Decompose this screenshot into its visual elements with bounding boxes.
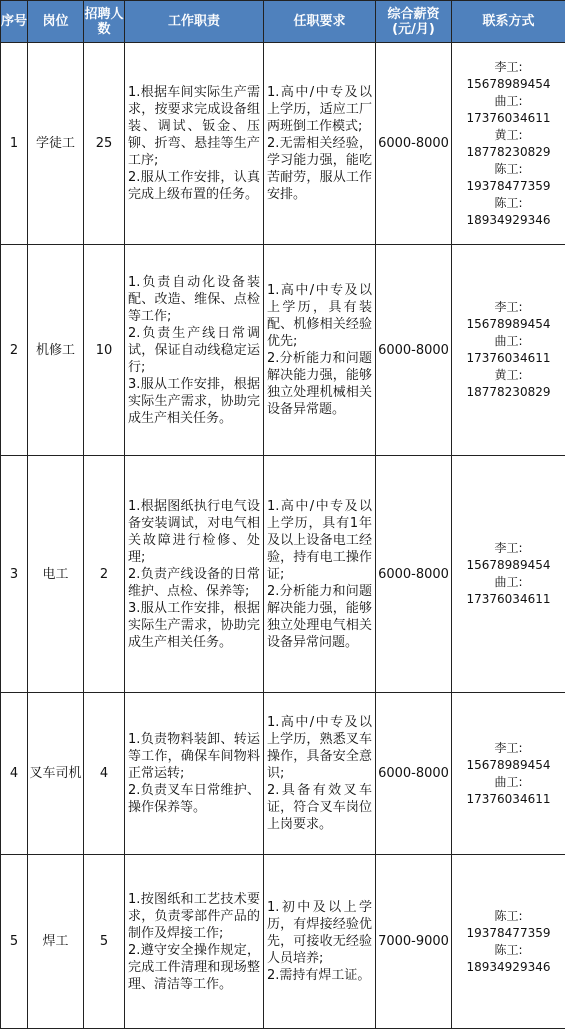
requirement-line: 1.初中及以上学历，有焊接经验优先，可接收无经验人员培养; <box>267 900 372 966</box>
header-count: 招聘人数 <box>84 1 125 43</box>
duty-line: 1.根据车间实际生产需求，按要求完成设备组装、调试、钣金、压铆、折弯、悬挂等生产工序; <box>128 85 260 168</box>
requirement-line: 2.需持有焊工证。 <box>267 968 371 983</box>
row-seq: 4 <box>1 693 28 855</box>
header-position: 岗位 <box>28 1 84 43</box>
contact-phone: 17376034611 <box>466 110 551 125</box>
row-position: 电工 <box>28 456 84 693</box>
table-row <box>1 43 565 245</box>
requirement-line: 1.高中/中专及以上学历，熟悉叉车操作，具备安全意识; <box>267 715 372 781</box>
row-contact <box>452 855 565 1029</box>
duty-line: 3.服从工作安排，根据实际生产需求，协助完成生产相关任务。 <box>128 600 260 650</box>
row-requirements <box>264 693 376 855</box>
contact-phone: 15678989454 <box>466 317 551 331</box>
contact-name: 黄工: <box>494 127 523 142</box>
contact-phone: 15678989454 <box>466 76 551 91</box>
contact-name: 曲工: <box>494 774 523 789</box>
row-seq: 5 <box>1 855 28 1029</box>
contact-name: 陈工: <box>494 195 523 210</box>
row-position: 叉车司机 <box>28 693 84 855</box>
requirement-line: 2.无需相关经验，学习能力强，能吃苦耐劳，服从工作安排。 <box>267 136 372 202</box>
contact-name: 陈工: <box>494 908 523 923</box>
contact-phone: 15678989454 <box>466 757 551 772</box>
row-salary: 6000-8000 <box>376 245 452 456</box>
row-duties <box>125 855 264 1029</box>
contact-phone: 18778230829 <box>466 144 551 159</box>
requirement-line: 2.分析能力和问题解决能力强，能够独立处理电气相关设备异常问题。 <box>267 583 372 650</box>
contact-phone: 15678989454 <box>466 558 551 572</box>
contact-phone: 18934929346 <box>466 212 551 227</box>
contact-name: 李工: <box>494 740 523 755</box>
duty-line: 2.负责生产线日常调试，保证自动线稳定运行; <box>128 325 260 375</box>
row-salary: 6000-8000 <box>376 693 452 855</box>
contact-phone: 17376034611 <box>466 791 551 806</box>
row-salary: 6000-8000 <box>376 456 452 693</box>
duty-line: 1.负责物料装卸、转运等工作，确保车间物料正常运转; <box>128 732 260 781</box>
row-requirements <box>264 855 376 1029</box>
contact-name: 李工: <box>494 59 523 74</box>
requirement-line: 2.分析能力和问题解决能力强，能够独立处理机械相关设备异常题。 <box>267 351 372 417</box>
contact-phone: 17376034611 <box>466 592 551 606</box>
row-seq: 2 <box>1 245 28 456</box>
row-seq: 1 <box>1 43 28 245</box>
row-duties <box>125 693 264 855</box>
header-requirements: 任职要求 <box>264 1 376 43</box>
row-contact <box>452 245 565 456</box>
contact-name: 李工: <box>494 541 523 555</box>
duty-line: 3.服从工作安排，根据实际生产需求，协助完成生产相关任务。 <box>128 376 260 426</box>
header-salary: 综合薪资(元/月) <box>376 1 452 43</box>
row-contact <box>452 456 565 693</box>
contact-phone: 18934929346 <box>466 959 551 974</box>
table-row <box>1 693 565 855</box>
table-row <box>1 456 565 693</box>
contact-name: 曲工: <box>494 93 523 108</box>
row-count: 4 <box>84 693 125 855</box>
contact-phone: 17376034611 <box>466 351 551 365</box>
requirement-line: 2.具备有效叉车证，符合叉车岗位上岗要求。 <box>267 783 372 832</box>
contact-phone: 19378477359 <box>466 925 551 940</box>
row-count: 10 <box>84 245 125 456</box>
header-seq: 序号 <box>1 1 28 43</box>
row-count: 5 <box>84 855 125 1029</box>
contact-phone: 18778230829 <box>466 385 551 399</box>
row-count: 2 <box>84 456 125 693</box>
row-position: 焊工 <box>28 855 84 1029</box>
row-contact <box>452 43 565 245</box>
table-row <box>1 855 565 1029</box>
row-duties <box>125 245 264 456</box>
contact-name: 陈工: <box>494 942 523 957</box>
row-salary: 7000-9000 <box>376 855 452 1029</box>
contact-phone: 19378477359 <box>466 178 551 193</box>
row-contact <box>452 693 565 855</box>
duty-line: 1.负责自动化设备装配、改造、维保、点检等工作; <box>128 274 260 324</box>
row-salary: 6000-8000 <box>376 43 452 245</box>
row-requirements <box>264 456 376 693</box>
contact-name: 黄工: <box>494 368 523 382</box>
row-seq: 3 <box>1 456 28 693</box>
row-duties <box>125 456 264 693</box>
table-row <box>1 245 565 456</box>
duty-line: 1.按图纸和工艺技术要求，负责零部件产品的制作及焊接工作; <box>128 891 260 941</box>
row-position: 学徒工 <box>28 43 84 245</box>
requirement-line: 1.高中/中专及以上学历，具有装配、机修相关经验优先; <box>267 283 372 349</box>
row-requirements <box>264 245 376 456</box>
row-count: 25 <box>84 43 125 245</box>
row-requirements <box>264 43 376 245</box>
header-row <box>1 1 565 43</box>
duty-line: 2.负责叉车日常维护、操作保养等。 <box>128 783 260 815</box>
header-duties: 工作职责 <box>125 1 264 43</box>
duty-line: 2.遵守安全操作规定，完成工件清理和现场整理、清洁等工作。 <box>128 942 260 992</box>
duty-line: 2.服从工作安排，认真完成上级布置的任务。 <box>128 170 260 202</box>
duty-line: 2.负责产线设备的日常维护、点检、保养等; <box>128 566 260 599</box>
contact-name: 李工: <box>494 300 523 314</box>
row-position: 机修工 <box>28 245 84 456</box>
contact-name: 陈工: <box>494 161 523 176</box>
row-duties <box>125 43 264 245</box>
header-contact: 联系方式 <box>452 1 565 43</box>
requirement-line: 1.高中/中专及以上学历，具有1年及以上设备电工经验，持有电工操作证; <box>267 498 372 582</box>
requirement-line: 1.高中/中专及以上学历，适应工厂两班倒工作模式; <box>267 85 372 134</box>
contact-name: 曲工: <box>494 575 523 589</box>
contact-name: 曲工: <box>494 334 523 348</box>
duty-line: 1.根据图纸执行电气设备安装调试，对电气相关故障进行检修、处理; <box>128 498 260 565</box>
